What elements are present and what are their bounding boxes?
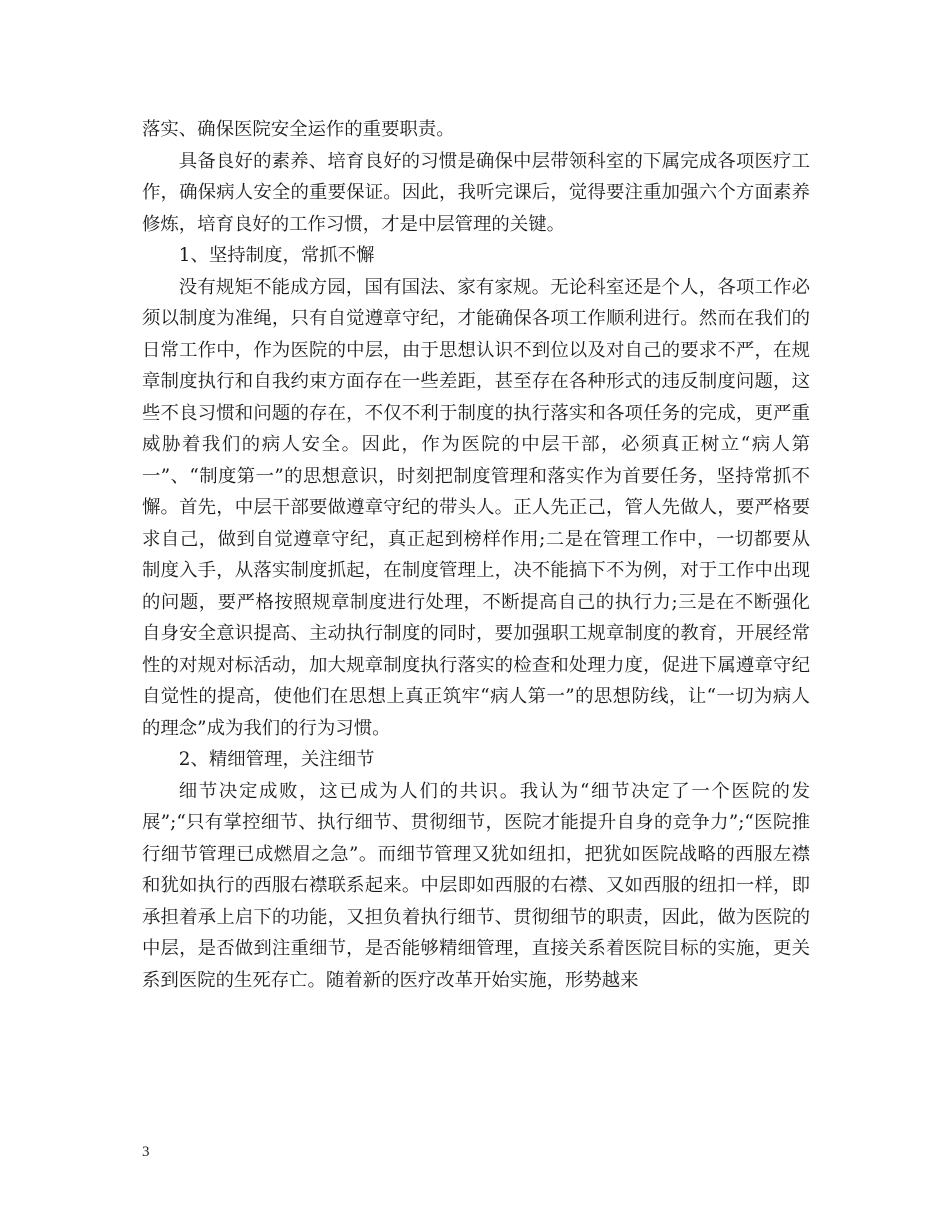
section-heading: 1、坚持制度，常抓不懈 bbox=[178, 245, 375, 266]
paragraph: 具备良好的素养、培育良好的习惯是确保中层带领科室的下属完成各项医疗工作，确保病人安全的重要保证。因此，我听完课后，觉得要注重加强六个方面素养修炼，培育良好的工作习惯，才是中层管理的关键。 bbox=[142, 150, 810, 235]
section-heading: 2、精细管理，关注细节 bbox=[178, 749, 375, 770]
paragraph: 细节决定成败，这已成为人们的共识。我认为“细节决定了一个医院的发展”;“只有掌控细节、执行细节、贯彻细节，医院才能提升自身的竞争力”;“医院推行细节管理已成燃眉之急”。而细节管理又犹如纽扣，把犹如医院战略的西服左襟和犹如执行的西服右襟联系起来。中层即如西服的右襟、又如西服的纽扣一样，即承担着承上启下的功能，又担负着执行细节、贯彻细节的职责，因此，做为医院的中层，是否做到注重细节，是否能够精细管理，直接关系着医院目标的实施，更关系到医院的生死存亡。随着新的医疗改革开始实施，形势越来 bbox=[142, 780, 810, 991]
page-number: 3 bbox=[142, 1144, 150, 1160]
paragraph: 没有规矩不能成方园，国有国法、家有家规。无论科室还是个人，各项工作必须以制度为准绳，只有自觉遵章守纪，才能确保各项工作顺利进行。然而在我们的日常工作中，作为医院的中层，由于思想认识不到位以及对自己的要求不严，在规章制度执行和自我约束方面存在一些差距，甚至存在各种形式的违反制度问题，这些不良习惯和问题的存在，不仅不利于制度的执行落实和各项任务的完成，更严重威胁着我们的病人安全。因此，作为医院的中层干部，必须真正树立“病人第一”、“制度第一”的思想意识，时刻把制度管理和落实作为首要任务，坚持常抓不懈。首先，中层干部要做遵章守纪的带头人。正人先正己，管人先做人，要严格要求自己，做到自觉遵章守纪，真正起到榜样作用;二是在管理工作中，一切都要从制度入手，从落实制度抓起，在制度管理上，决不能搞下不为例，对于工作中出现的问题，要严格按照规章制度进行处理，不断提高自己的执行力;三是在不断强化自身安全意识提高、主动执行制度的同时，要加强职工规章制度的教育，开展经常性的对规对标活动，加大规章制度执行落实的检查和处理力度，促进下属遵章守纪自觉性的提高，使他们在思想上真正筑牢“病人第一”的思想防线，让“一切为病人的理念”成为我们的行为习惯。 bbox=[142, 276, 810, 739]
document-body bbox=[142, 114, 810, 996]
paragraph-continuation: 落实、确保医院安全运作的重要职责。 bbox=[142, 119, 455, 140]
